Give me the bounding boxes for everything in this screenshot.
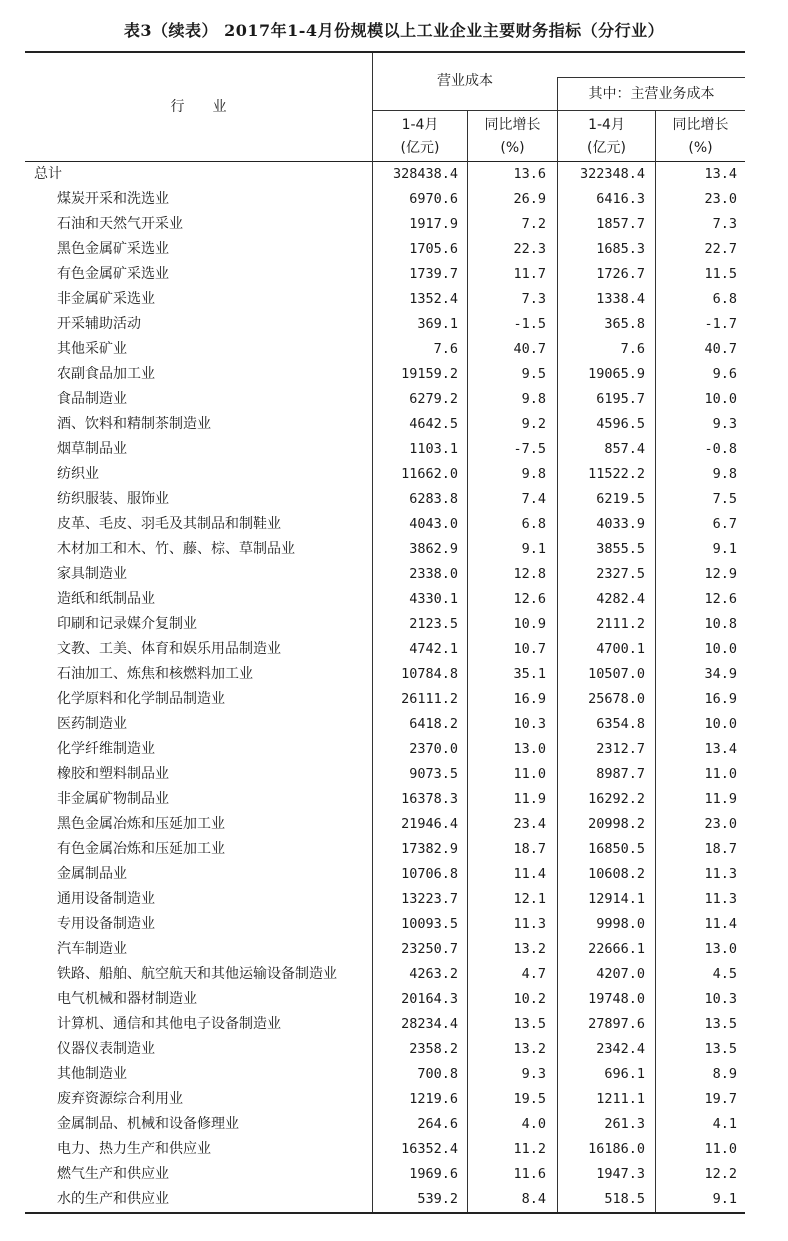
industry-name: 煤炭开采和洗选业 — [57, 191, 169, 207]
cell-col2: 13.6 — [513, 166, 546, 182]
cell-col4: 11.0 — [704, 766, 737, 782]
cell-col1: 2338.0 — [409, 566, 458, 582]
industry-name: 废弃资源综合利用业 — [57, 1091, 183, 1107]
table-row — [25, 1087, 745, 1112]
industry-name: 家具制造业 — [57, 566, 127, 582]
cell-col4: 10.0 — [704, 391, 737, 407]
table-row — [25, 862, 745, 887]
cell-col4: 19.7 — [704, 1091, 737, 1107]
table-row — [25, 1162, 745, 1187]
cell-col3: 4207.0 — [596, 966, 645, 982]
cell-col2: 13.2 — [513, 1041, 546, 1057]
table-row — [25, 337, 745, 362]
cell-col4: 18.7 — [704, 841, 737, 857]
industry-name: 橡胶和塑料制品业 — [57, 766, 169, 782]
cell-col1: 2123.5 — [409, 616, 458, 632]
cell-col4: 9.1 — [712, 1191, 737, 1207]
cell-col2: 9.8 — [521, 391, 546, 407]
table-row — [25, 987, 745, 1012]
cell-col1: 4330.1 — [409, 591, 458, 607]
cell-col4: 40.7 — [704, 341, 737, 357]
industry-name: 有色金属冶炼和压延加工业 — [57, 841, 225, 857]
cell-col3: 16850.5 — [588, 841, 645, 857]
table-row — [25, 812, 745, 837]
table-row — [25, 1012, 745, 1037]
cell-col2: 6.8 — [521, 516, 546, 532]
cell-col1: 4043.0 — [409, 516, 458, 532]
cell-col2: -1.5 — [513, 316, 546, 332]
table-row — [25, 687, 745, 712]
cell-col2: 12.8 — [513, 566, 546, 582]
cell-col1: 539.2 — [417, 1191, 458, 1207]
industry-name: 纺织业 — [57, 466, 99, 482]
cell-col4: 4.1 — [712, 1116, 737, 1132]
industry-name: 皮革、毛皮、羽毛及其制品和制鞋业 — [57, 516, 281, 532]
cell-col2: 11.0 — [513, 766, 546, 782]
cell-col2: 18.7 — [513, 841, 546, 857]
industry-name: 电力、热力生产和供应业 — [57, 1141, 211, 1157]
table-row — [25, 1112, 745, 1137]
table-row — [25, 637, 745, 662]
industry-name: 造纸和纸制品业 — [57, 591, 155, 607]
cell-col3: 9998.0 — [596, 916, 645, 932]
cell-col2: 9.2 — [521, 416, 546, 432]
cell-col2: 7.2 — [521, 216, 546, 232]
cell-col2: 9.5 — [521, 366, 546, 382]
cell-col4: 11.3 — [704, 891, 737, 907]
cell-col2: 7.4 — [521, 491, 546, 507]
cell-col4: 6.8 — [712, 291, 737, 307]
header-col2-label: 同比增长 — [484, 117, 541, 133]
table-row — [25, 762, 745, 787]
cell-col3: 16186.0 — [588, 1141, 645, 1157]
cell-col2: 11.2 — [513, 1141, 546, 1157]
cell-col1: 1352.4 — [409, 291, 458, 307]
cell-col1: 2358.2 — [409, 1041, 458, 1057]
header-col4-label: 同比增长 — [672, 117, 729, 133]
table-bottom-border — [25, 1212, 745, 1214]
cell-col3: 1947.3 — [596, 1166, 645, 1182]
table-row — [25, 437, 745, 462]
cell-col2: 11.9 — [513, 791, 546, 807]
cell-col4: 11.3 — [704, 866, 737, 882]
cell-col1: 28234.4 — [401, 1016, 458, 1032]
table-row — [25, 462, 745, 487]
cell-col2: 22.3 — [513, 241, 546, 257]
cell-col4: 11.9 — [704, 791, 737, 807]
cell-col2: 13.0 — [513, 741, 546, 757]
cell-col3: 2111.2 — [596, 616, 645, 632]
cell-col1: 3862.9 — [409, 541, 458, 557]
cell-col4: 22.7 — [704, 241, 737, 257]
cell-col4: 34.9 — [704, 666, 737, 682]
industry-name: 石油加工、炼焦和核燃料加工业 — [57, 666, 253, 682]
industry-name: 化学纤维制造业 — [57, 741, 155, 757]
industry-name: 铁路、船舶、航空航天和其他运输设备制造业 — [57, 966, 337, 982]
cell-col3: 261.3 — [604, 1116, 645, 1132]
cell-col2: 19.5 — [513, 1091, 546, 1107]
cell-col1: 26111.2 — [401, 691, 458, 707]
industry-name: 石油和天然气开采业 — [57, 216, 183, 232]
subheader-top-border — [373, 110, 745, 111]
cell-col3: 19065.9 — [588, 366, 645, 382]
cell-col1: 19159.2 — [401, 366, 458, 382]
industry-name: 非金属矿采选业 — [57, 291, 155, 307]
industry-name: 酒、饮料和精制茶制造业 — [57, 416, 211, 432]
cell-col3: 16292.2 — [588, 791, 645, 807]
cell-col1: 21946.4 — [401, 816, 458, 832]
cell-col3: 8987.7 — [596, 766, 645, 782]
table-row — [25, 912, 745, 937]
industry-name: 文教、工美、体育和娱乐用品制造业 — [57, 641, 281, 657]
table-row — [25, 212, 745, 237]
cell-col3: 27897.6 — [588, 1016, 645, 1032]
cell-col2: -7.5 — [513, 441, 546, 457]
cell-col3: 25678.0 — [588, 691, 645, 707]
cell-col1: 700.8 — [417, 1066, 458, 1082]
table-row — [25, 612, 745, 637]
cell-col4: 10.8 — [704, 616, 737, 632]
cell-col3: 696.1 — [604, 1066, 645, 1082]
cell-col1: 369.1 — [417, 316, 458, 332]
table-row — [25, 487, 745, 512]
table-row — [25, 162, 745, 187]
cell-col2: 13.2 — [513, 941, 546, 957]
cell-col3: 20998.2 — [588, 816, 645, 832]
cell-col3: 10507.0 — [588, 666, 645, 682]
cell-col2: 9.3 — [521, 1066, 546, 1082]
cell-col2: 10.3 — [513, 716, 546, 732]
cell-col1: 10093.5 — [401, 916, 458, 932]
cell-col4: -0.8 — [704, 441, 737, 457]
cell-col3: 22666.1 — [588, 941, 645, 957]
cell-col1: 16352.4 — [401, 1141, 458, 1157]
industry-name: 纺织服装、服饰业 — [57, 491, 169, 507]
table-row — [25, 362, 745, 387]
cell-col4: 10.3 — [704, 991, 737, 1007]
table-row — [25, 262, 745, 287]
table-top-border — [25, 51, 745, 53]
cell-col3: 1211.1 — [596, 1091, 645, 1107]
cell-col1: 9073.5 — [409, 766, 458, 782]
table-row — [25, 662, 745, 687]
industry-name: 金属制品、机械和设备修理业 — [57, 1116, 239, 1132]
header-operating-cost: 营业成本 — [437, 73, 493, 89]
cell-col4: 11.4 — [704, 916, 737, 932]
table-row — [25, 962, 745, 987]
cell-col3: 6354.8 — [596, 716, 645, 732]
cell-col4: 9.6 — [712, 366, 737, 382]
industry-name: 农副食品加工业 — [57, 366, 155, 382]
cell-col2: 4.0 — [521, 1116, 546, 1132]
table-row — [25, 237, 745, 262]
cell-col3: 1726.7 — [596, 266, 645, 282]
industry-name: 计算机、通信和其他电子设备制造业 — [57, 1016, 281, 1032]
cell-col2: 11.7 — [513, 266, 546, 282]
cell-col1: 6283.8 — [409, 491, 458, 507]
industry-name: 黑色金属冶炼和压延加工业 — [57, 816, 225, 832]
cell-col1: 20164.3 — [401, 991, 458, 1007]
cell-col4: -1.7 — [704, 316, 737, 332]
cell-col2: 11.4 — [513, 866, 546, 882]
industry-name: 烟草制品业 — [57, 441, 127, 457]
cell-col1: 4642.5 — [409, 416, 458, 432]
industry-name: 印刷和记录媒介复制业 — [57, 616, 197, 632]
header-col3-unit: (亿元) — [587, 140, 626, 156]
cell-col4: 11.5 — [704, 266, 737, 282]
cell-col1: 264.6 — [417, 1116, 458, 1132]
table-row — [25, 1137, 745, 1162]
industry-name: 水的生产和供应业 — [57, 1191, 169, 1207]
cell-col1: 1739.7 — [409, 266, 458, 282]
cell-col4: 7.5 — [712, 491, 737, 507]
cell-col3: 322348.4 — [579, 166, 645, 182]
table-row — [25, 512, 745, 537]
cell-col4: 9.3 — [712, 416, 737, 432]
cell-col3: 6195.7 — [596, 391, 645, 407]
table-row — [25, 387, 745, 412]
cell-col2: 40.7 — [513, 341, 546, 357]
cell-col2: 9.1 — [521, 541, 546, 557]
table-row — [25, 837, 745, 862]
cell-col4: 8.9 — [712, 1066, 737, 1082]
page-title: 表3（续表） 2017年1-4月份规模以上工业企业主要财务指标（分行业） — [123, 21, 665, 40]
cell-col1: 17382.9 — [401, 841, 458, 857]
header-col2-unit: (%) — [500, 140, 525, 156]
cell-col3: 12914.1 — [588, 891, 645, 907]
industry-name: 木材加工和木、竹、藤、棕、草制品业 — [57, 541, 295, 557]
cell-col3: 6416.3 — [596, 191, 645, 207]
industry-name: 金属制品业 — [57, 866, 127, 882]
cell-col4: 13.5 — [704, 1041, 737, 1057]
cell-col3: 2342.4 — [596, 1041, 645, 1057]
table-row — [25, 737, 745, 762]
cell-col3: 6219.5 — [596, 491, 645, 507]
cell-col1: 1219.6 — [409, 1091, 458, 1107]
cell-col1: 4263.2 — [409, 966, 458, 982]
header-col1-unit: (亿元) — [400, 140, 440, 156]
cell-col1: 2370.0 — [409, 741, 458, 757]
header-main-business-cost: 其中：主营业务成本 — [588, 86, 715, 102]
cell-col2: 23.4 — [513, 816, 546, 832]
cell-col2: 11.3 — [513, 916, 546, 932]
industry-name: 其他制造业 — [57, 1066, 127, 1082]
cell-col4: 23.0 — [704, 816, 737, 832]
cell-col2: 13.5 — [513, 1016, 546, 1032]
table-row — [25, 787, 745, 812]
industry-name: 燃气生产和供应业 — [57, 1166, 169, 1182]
industry-name: 开采辅助活动 — [57, 316, 141, 332]
cell-col3: 3855.5 — [596, 541, 645, 557]
industry-name: 电气机械和器材制造业 — [57, 991, 197, 1007]
header-col4-unit: (%) — [688, 140, 713, 156]
cell-col3: 4596.5 — [596, 416, 645, 432]
cell-col1: 4742.1 — [409, 641, 458, 657]
cell-col4: 12.9 — [704, 566, 737, 582]
cell-col3: 1338.4 — [596, 291, 645, 307]
industry-name: 非金属矿物制品业 — [57, 791, 169, 807]
cell-col2: 12.6 — [513, 591, 546, 607]
cell-col1: 6418.2 — [409, 716, 458, 732]
cell-col4: 16.9 — [704, 691, 737, 707]
table-row — [25, 537, 745, 562]
cell-col3: 11522.2 — [588, 466, 645, 482]
cell-col4: 13.4 — [704, 166, 737, 182]
cell-col1: 11662.0 — [401, 466, 458, 482]
table-row — [25, 712, 745, 737]
industry-name: 专用设备制造业 — [57, 916, 155, 932]
cell-col3: 10608.2 — [588, 866, 645, 882]
cell-col4: 13.4 — [704, 741, 737, 757]
cell-col2: 10.2 — [513, 991, 546, 1007]
main-cost-top-border — [557, 77, 745, 78]
header-col3-period: 1-4月 — [588, 117, 625, 133]
industry-name: 化学原料和化学制品制造业 — [57, 691, 225, 707]
cell-col4: 10.0 — [704, 716, 737, 732]
industry-name: 仪器仪表制造业 — [57, 1041, 155, 1057]
cell-col2: 4.7 — [521, 966, 546, 982]
table-row — [25, 312, 745, 337]
table-row — [25, 412, 745, 437]
cell-col2: 8.4 — [521, 1191, 546, 1207]
table-row — [25, 1187, 745, 1212]
cell-col4: 6.7 — [712, 516, 737, 532]
cell-col1: 1917.9 — [409, 216, 458, 232]
cell-col2: 35.1 — [513, 666, 546, 682]
cell-col2: 16.9 — [513, 691, 546, 707]
table-row — [25, 937, 745, 962]
table-row — [25, 1037, 745, 1062]
cell-col4: 12.6 — [704, 591, 737, 607]
industry-name: 医药制造业 — [57, 716, 127, 732]
cell-col1: 10706.8 — [401, 866, 458, 882]
cell-col2: 7.3 — [521, 291, 546, 307]
cell-col1: 6279.2 — [409, 391, 458, 407]
cell-col1: 23250.7 — [401, 941, 458, 957]
cell-col2: 11.6 — [513, 1166, 546, 1182]
cell-col1: 1969.6 — [409, 1166, 458, 1182]
industry-name: 有色金属矿采选业 — [57, 266, 169, 282]
cell-col4: 12.2 — [704, 1166, 737, 1182]
cell-col1: 16378.3 — [401, 791, 458, 807]
cell-col1: 6970.6 — [409, 191, 458, 207]
table-row — [25, 887, 745, 912]
cell-col4: 23.0 — [704, 191, 737, 207]
industry-name: 其他采矿业 — [57, 341, 127, 357]
table-row — [25, 1062, 745, 1087]
cell-col3: 365.8 — [604, 316, 645, 332]
cell-col3: 2327.5 — [596, 566, 645, 582]
industry-name: 黑色金属矿采选业 — [57, 241, 169, 257]
cell-col1: 13223.7 — [401, 891, 458, 907]
cell-col3: 1685.3 — [596, 241, 645, 257]
industry-name: 汽车制造业 — [57, 941, 127, 957]
cell-col3: 518.5 — [604, 1191, 645, 1207]
cell-col3: 857.4 — [604, 441, 645, 457]
cell-col3: 4033.9 — [596, 516, 645, 532]
cell-col4: 9.1 — [712, 541, 737, 557]
industry-name: 总计 — [34, 166, 62, 182]
cell-col1: 328438.4 — [392, 166, 458, 182]
cell-col4: 9.8 — [712, 466, 737, 482]
cell-col1: 10784.8 — [401, 666, 458, 682]
table-row — [25, 187, 745, 212]
cell-col4: 7.3 — [712, 216, 737, 232]
cell-col4: 4.5 — [712, 966, 737, 982]
cell-col3: 2312.7 — [596, 741, 645, 757]
table-row — [25, 287, 745, 312]
cell-col1: 1103.1 — [409, 441, 458, 457]
industry-name: 通用设备制造业 — [57, 891, 155, 907]
cell-col2: 12.1 — [513, 891, 546, 907]
cell-col1: 7.6 — [433, 341, 458, 357]
cell-col3: 4700.1 — [596, 641, 645, 657]
cell-col3: 1857.7 — [596, 216, 645, 232]
cell-col4: 13.0 — [704, 941, 737, 957]
industry-name: 食品制造业 — [57, 391, 127, 407]
table-row — [25, 562, 745, 587]
cell-col2: 10.9 — [513, 616, 546, 632]
cell-col1: 1705.6 — [409, 241, 458, 257]
table-row — [25, 587, 745, 612]
cell-col4: 10.0 — [704, 641, 737, 657]
cell-col2: 10.7 — [513, 641, 546, 657]
cell-col4: 11.0 — [704, 1141, 737, 1157]
cell-col3: 19748.0 — [588, 991, 645, 1007]
cell-col2: 9.8 — [521, 466, 546, 482]
header-col1-period: 1-4月 — [401, 117, 439, 133]
cell-col3: 4282.4 — [596, 591, 645, 607]
cell-col2: 26.9 — [513, 191, 546, 207]
cell-col3: 7.6 — [620, 341, 645, 357]
cell-col4: 13.5 — [704, 1016, 737, 1032]
header-industry: 行 业 — [170, 99, 227, 115]
